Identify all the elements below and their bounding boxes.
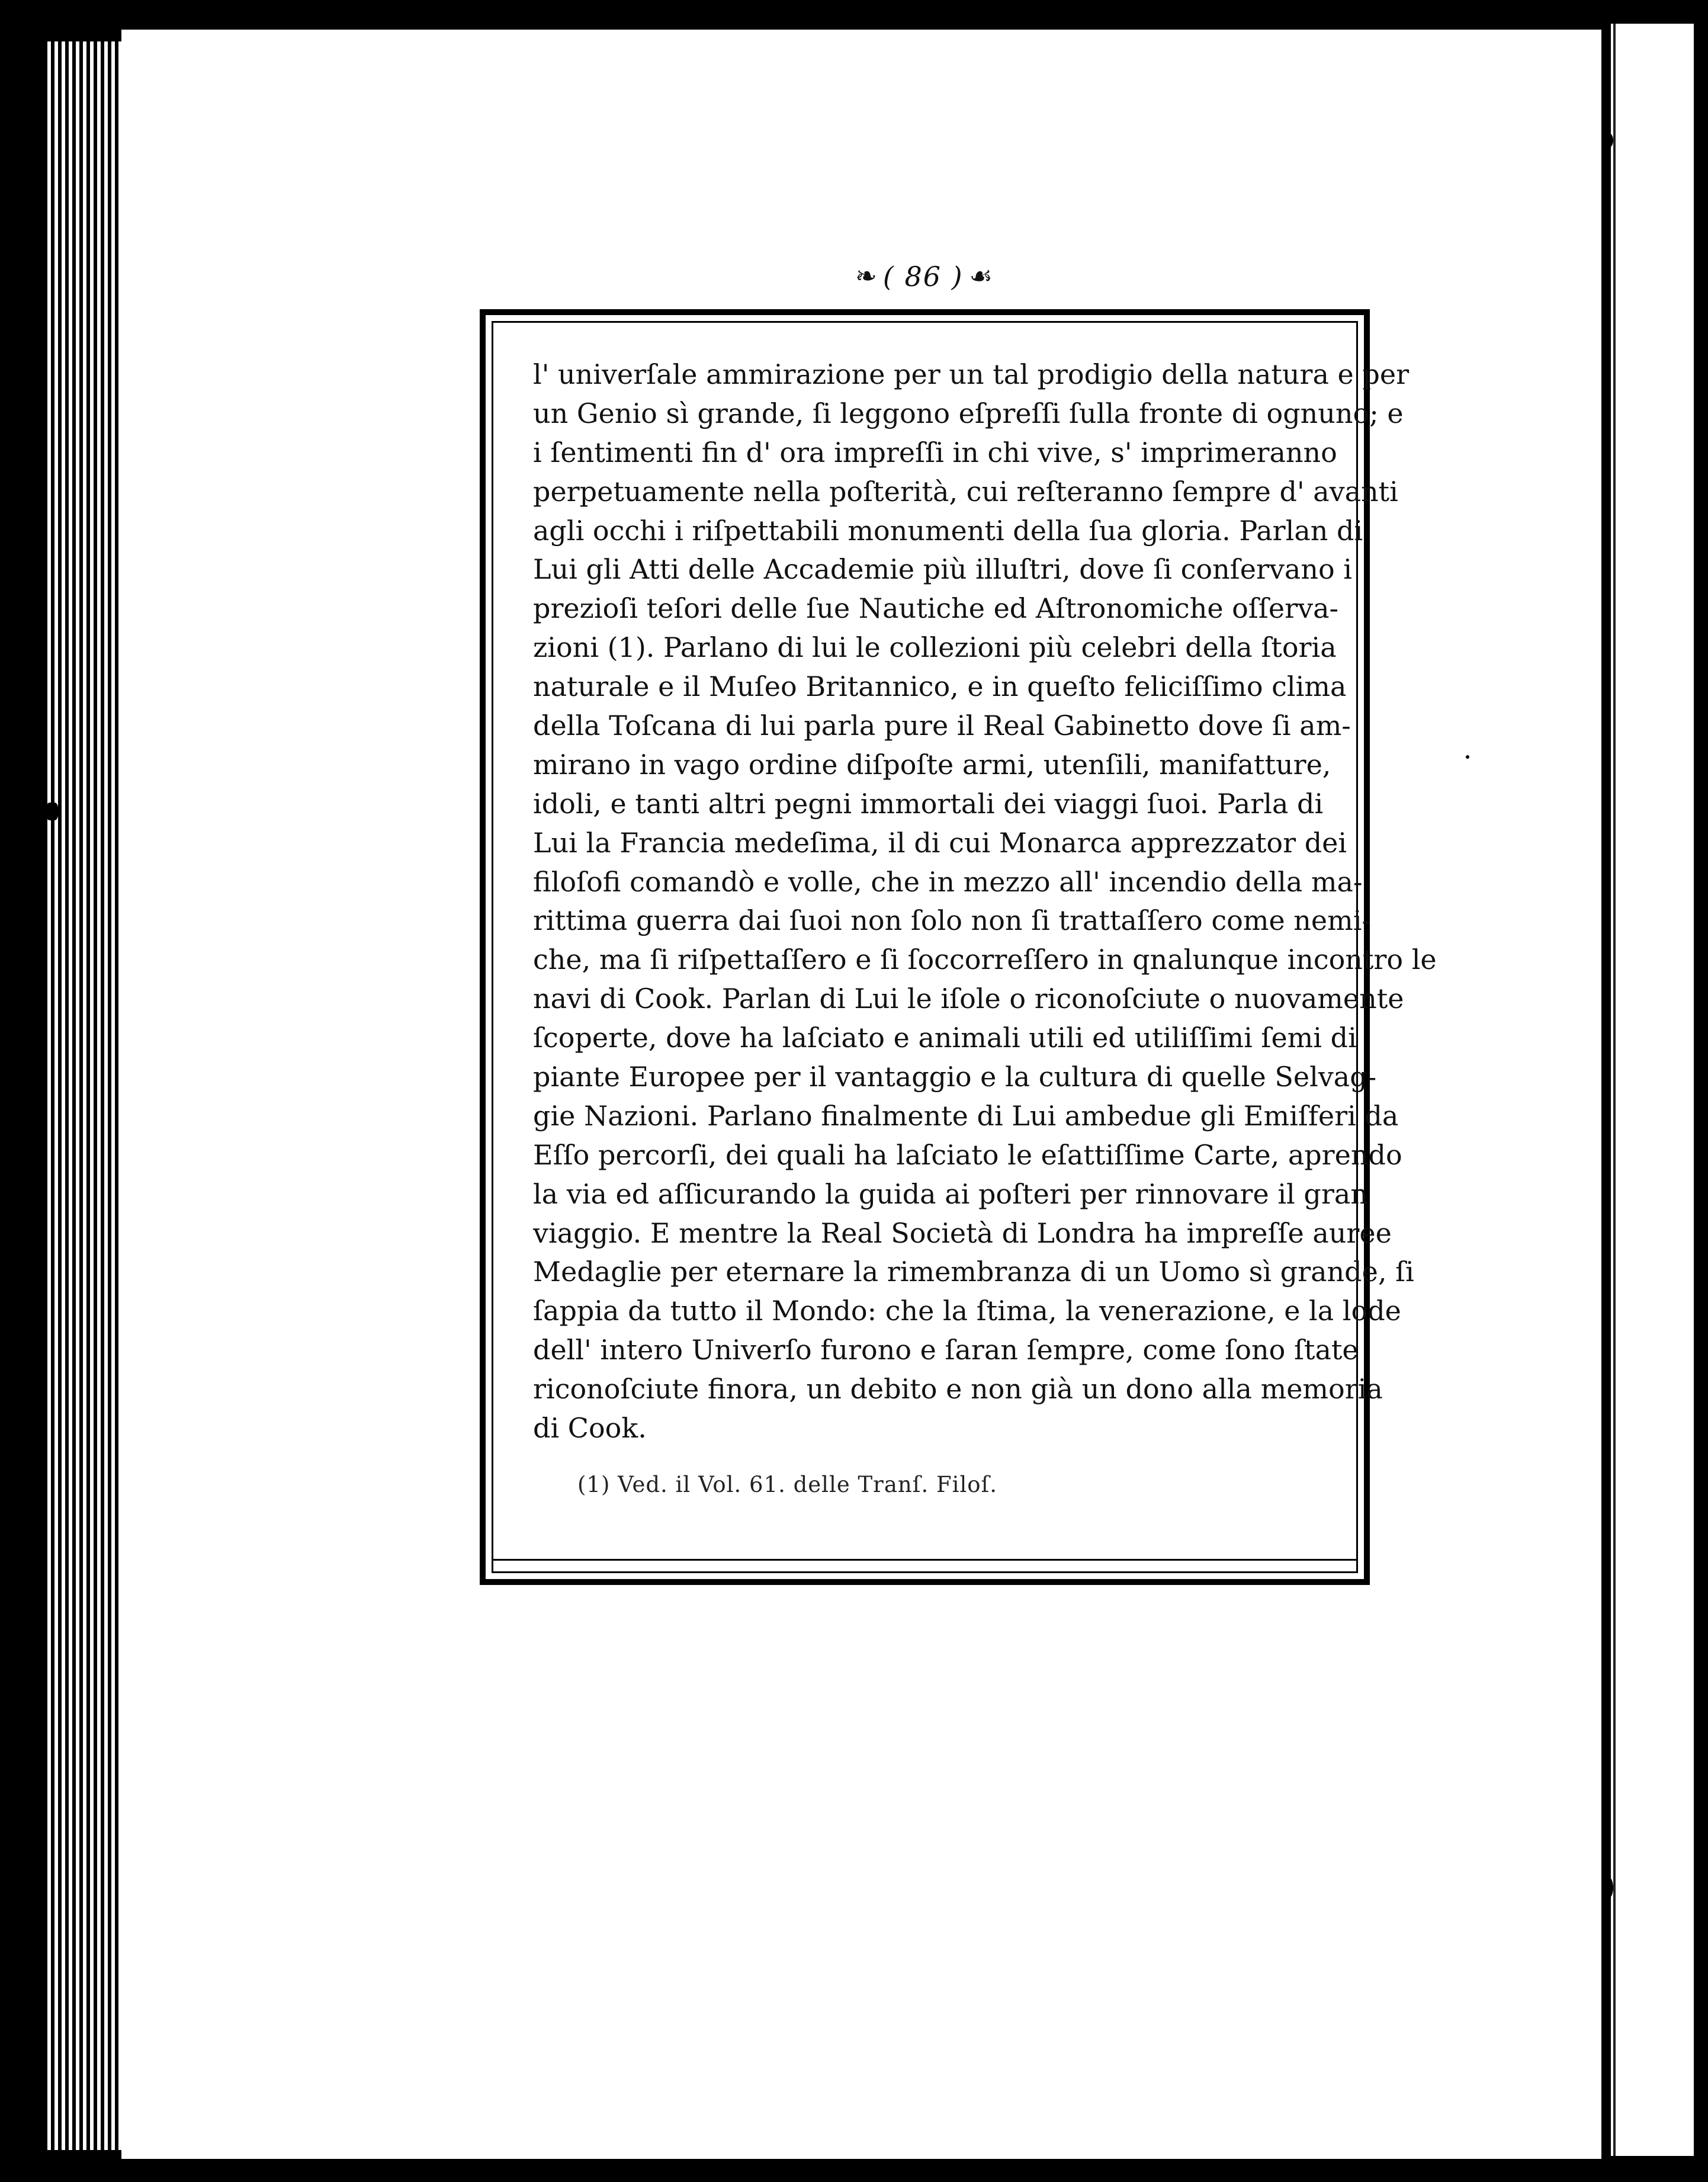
text-line: Lui gli Atti delle Accademie più illuſtri, dove ſi conſervano i [533,553,1353,586]
text-line: ſcoperte, dove ha laſciato e animali utili ed utiliſſimi ſemi di [533,1022,1357,1054]
page-number: ( 86 ) [882,261,964,293]
text-line: Eſſo percorſi, dei quali ha laſciato le eſattiſſime Carte, aprendo [533,1138,1402,1171]
running-head [826,256,1022,297]
text-line: Medaglie per eternare la rimembranza di un Uomo sì grande, ſi [533,1256,1414,1288]
text-line: che, ma ſi riſpettaſſero e ſi ſoccorreſſero in qnalunque incontro le [533,944,1437,976]
text-line: dell' intero Univerſo furono e ſaran ſempre, come ſono ſtate [533,1334,1359,1366]
text-line: della Toſcana di lui parla pure il Real Gabinetto dove ſi am- [533,710,1351,742]
speck [1466,755,1469,759]
text-line: di Cook. [533,1412,647,1445]
text-line: idoli, e tanti altri pegni immortali dei viaggi ſuoi. Parla di [533,787,1324,820]
text-line: ſappia da tutto il Mondo: che la ſtima, la venerazione, e la lode [533,1295,1401,1327]
text-line: navi di Cook. Parlan di Lui le iſole o riconoſciute o nuovamente [533,983,1404,1015]
text-line: viaggio. E mentre la Real Società di Londra ha impreſſe auree [533,1217,1392,1249]
text-line: i ſentimenti fin d' ora impreſſi in chi vive, s' imprimeranno [533,436,1337,469]
speck [46,803,58,820]
binding-line-inner [1613,24,1616,2156]
speck [1605,1878,1613,1898]
text-line: naturale e il Muſeo Britannico, e in queſto feliciſſimo clima [533,670,1347,703]
scan-top-border [0,0,1708,30]
scan-bottom-border [0,2159,1708,2182]
footnote: (1) Ved. il Vol. 61. delle Tranſ. Filoſ. [577,1472,998,1497]
page-edges-left [47,41,121,2150]
binding-line [1606,24,1610,2156]
text-line: agli occhi i riſpettabili monumenti della ſua gloria. Parlan di [533,514,1363,547]
ornament-left-icon: ❧ [855,261,877,291]
text-line: rittima guerra dai ſuoi non ſolo non ſi trattaſſero come nemi- [533,904,1372,937]
speck [1605,133,1613,147]
text-line: un Genio sì grande, ſi leggono eſpreſſi ſulla fronte di ognuno; e [533,397,1404,429]
text-line: prezioſi teſori delle ſue Nautiche ed Aſtronomiche oſſerva- [533,592,1339,625]
body-text [533,355,1437,1448]
text-line: riconoſciute finora, un debito e non già un dono alla memoria [533,1373,1383,1406]
text-line: Lui la Francia medeſima, il di cui Monarca apprezzator dei [533,826,1347,859]
text-line: piante Europee per il vantaggio e la cultura di quelle Selvag- [533,1061,1377,1093]
ornament-right-icon: ☙ [969,261,993,291]
text-line: gie Nazioni. Parlano finalmente di Lui ambedue gli Emiſferi da [533,1099,1399,1132]
text-line: filoſofi comandò e volle, che in mezzo all' incendio della ma- [533,865,1363,898]
text-line: perpetuamente nella poſterità, cui reſteranno ſempre d' avanti [533,475,1398,508]
text-line: mirano in vago ordine diſpoſte armi, utenſili, manifatture, [533,748,1331,781]
text-line: l' univerſale ammirazione per un tal prodigio della natura e per [533,358,1410,390]
speck [28,1170,37,1178]
text-line: la via ed aſſicurando la guida ai poſteri per rinnovare il gran [533,1177,1368,1210]
text-line: zioni (1). Parlano di lui le collezioni più celebri della ſtoria [533,631,1337,664]
text-frame-bottom-rule [492,1559,1358,1561]
next-page-strip [1611,24,1694,2156]
